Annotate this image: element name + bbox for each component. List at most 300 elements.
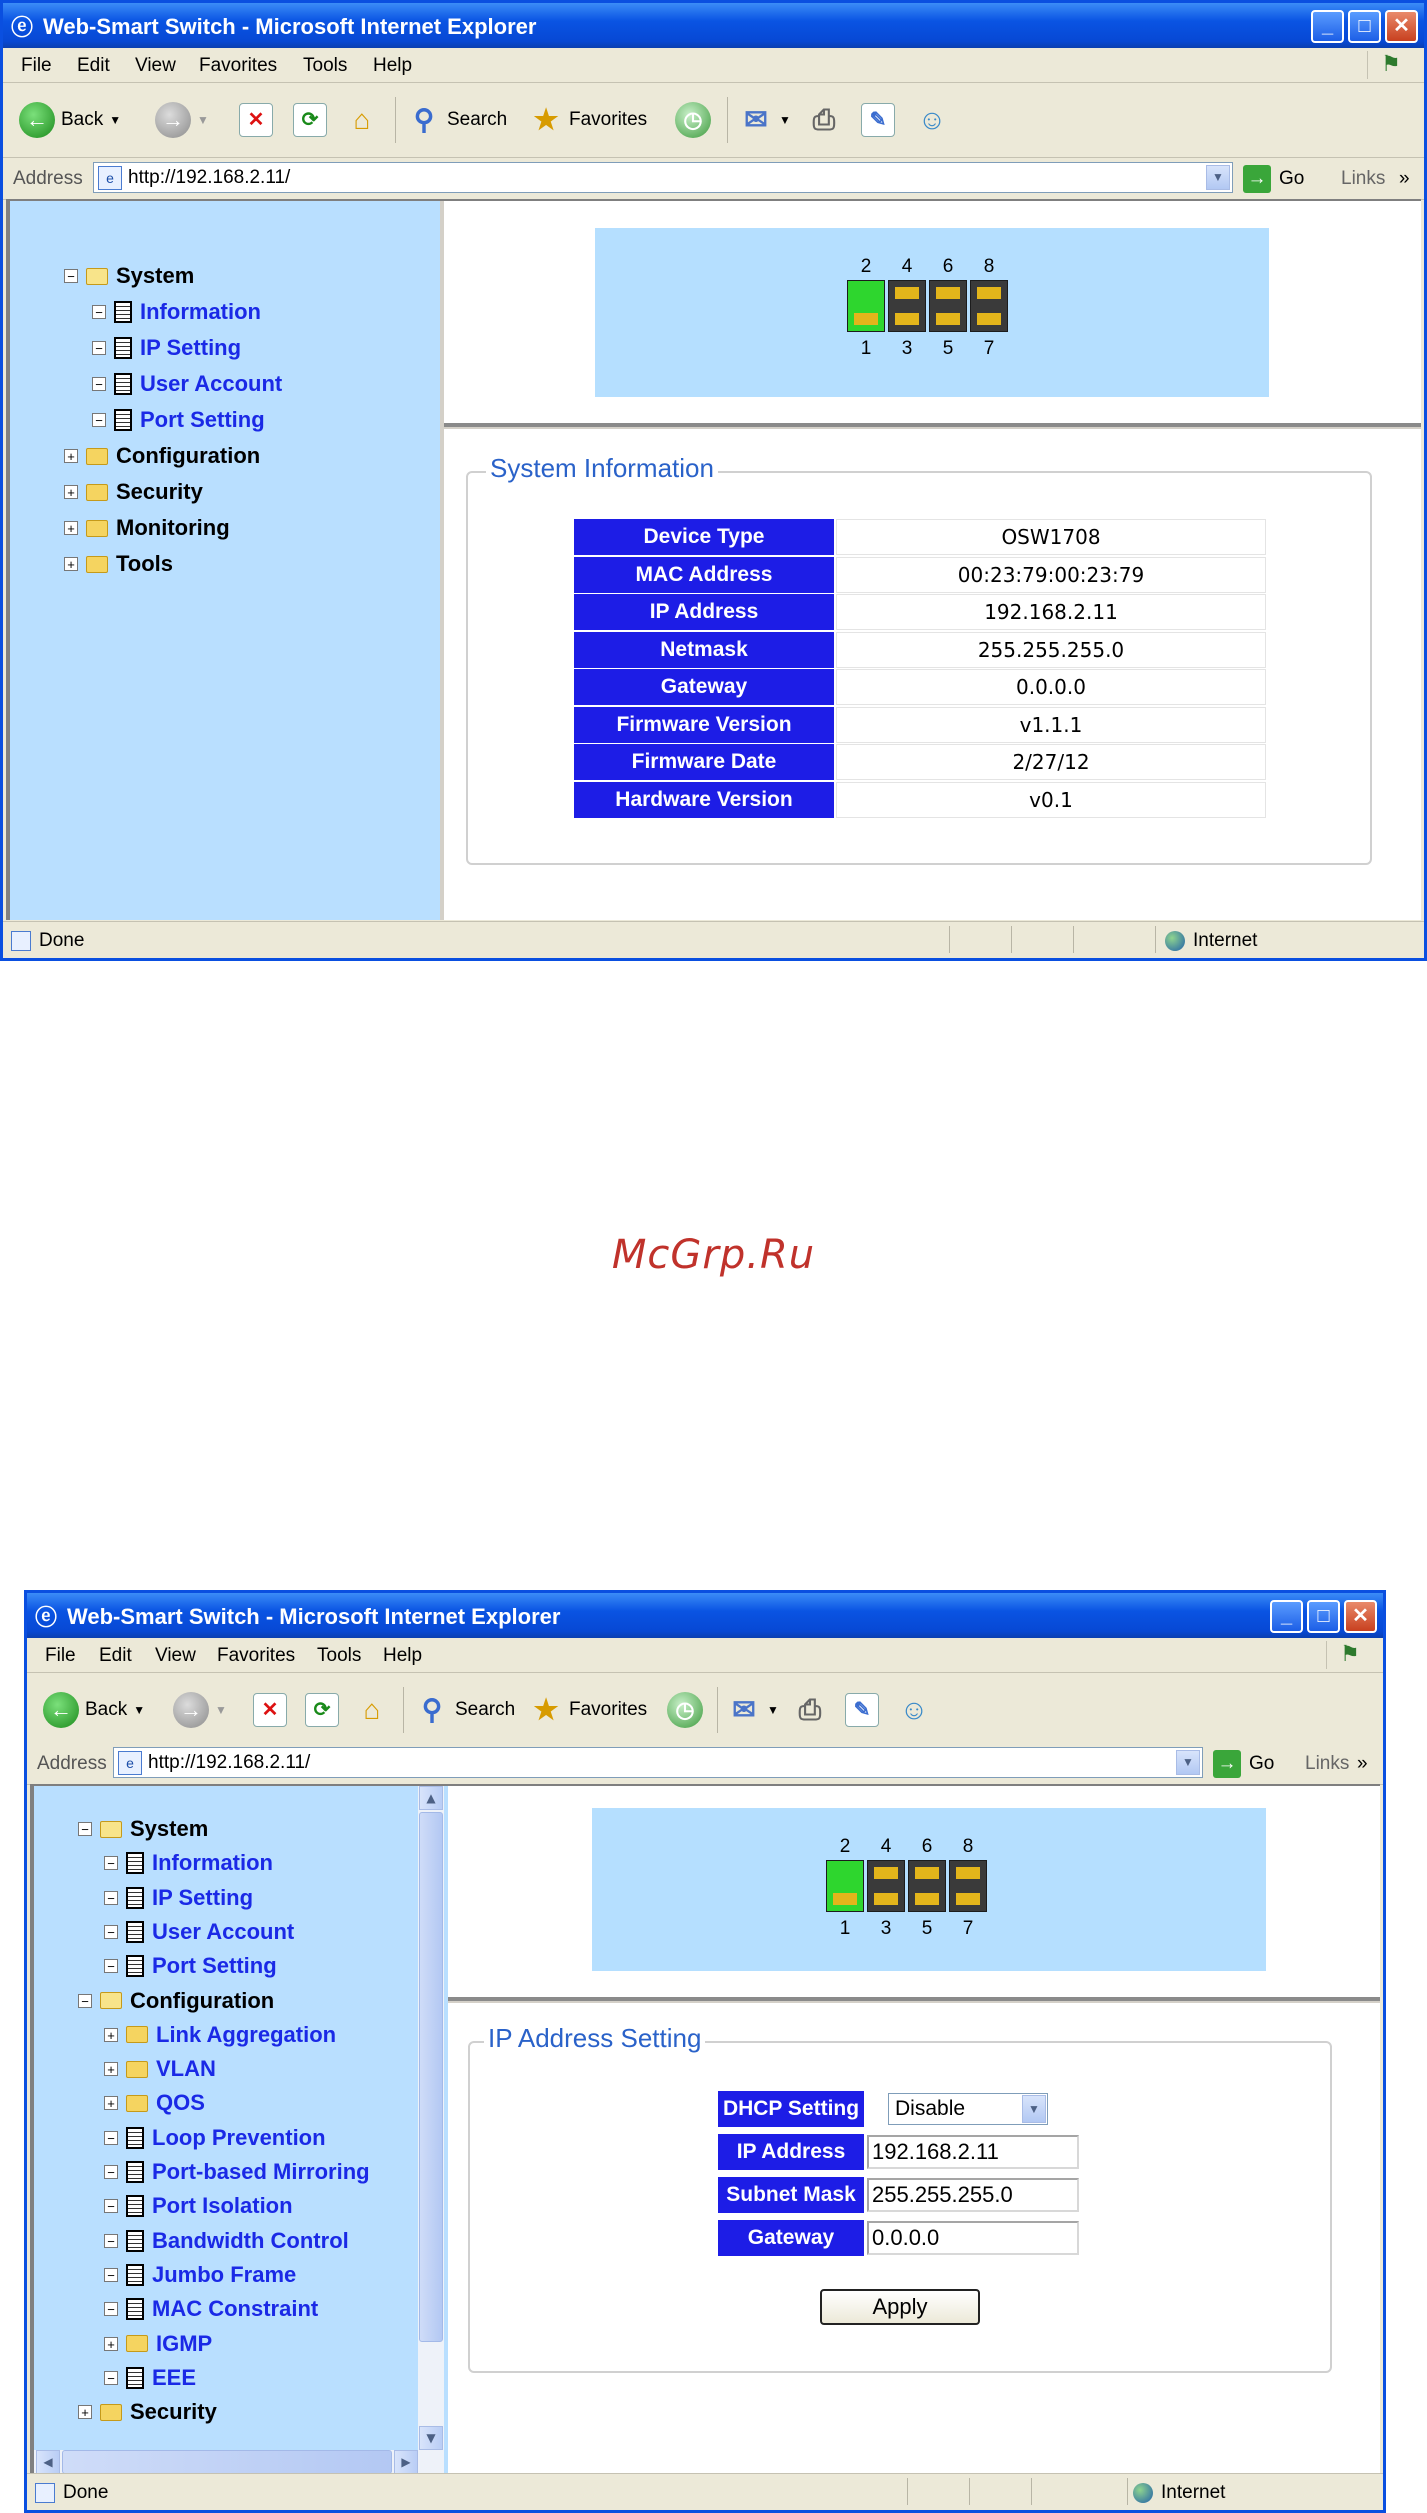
dropdown-arrow-icon[interactable]: ▼ [767, 1703, 779, 1717]
expand-icon[interactable]: + [64, 449, 78, 463]
address-dropdown-icon[interactable]: ▼ [1206, 165, 1230, 190]
edit-button[interactable] [861, 101, 895, 139]
windows-logo-icon: ⚑ [1367, 51, 1414, 79]
nav-item-configuration[interactable] [64, 443, 260, 469]
nav-item-port-isolation[interactable] [104, 2193, 293, 2219]
port-number-label: 3 [880, 1918, 892, 1939]
nav-item-system[interactable] [78, 1816, 208, 1842]
forward-button[interactable] [155, 101, 209, 139]
folder-icon [86, 556, 108, 573]
nav-item-ip-setting[interactable] [92, 335, 241, 361]
info-value: v1.1.1 [836, 707, 1266, 743]
document-icon [114, 409, 132, 431]
port-number-label: 8 [983, 256, 995, 277]
expand-icon[interactable]: + [64, 485, 78, 499]
port-number-label: 2 [839, 1836, 851, 1857]
menu-help[interactable]: Help [383, 1645, 423, 1666]
address-input[interactable]: e http://192.168.2.11/ ▼ [113, 1747, 1203, 1778]
nav-item-security[interactable] [64, 479, 203, 505]
collapse-icon[interactable]: − [104, 2234, 118, 2248]
search-button[interactable]: ⚲ Search [415, 1691, 515, 1729]
status-bar [3, 921, 1424, 958]
status-cell [1031, 2478, 1112, 2505]
maximize-button[interactable]: □ [1307, 1600, 1340, 1633]
ethernet-port-icon [888, 280, 926, 332]
info-label: Firmware Version [574, 707, 834, 743]
port-number-label: 8 [962, 1836, 974, 1857]
ethernet-port-icon [949, 1860, 987, 1912]
links-button[interactable]: Links [1305, 1753, 1350, 1774]
collapse-icon[interactable]: − [104, 1959, 118, 1973]
mail-button[interactable] [739, 101, 791, 139]
document-icon [114, 301, 132, 323]
nav-item-bandwidth-control[interactable] [104, 2228, 349, 2254]
info-label: Device Type [574, 519, 834, 555]
history-icon: ◷ [675, 102, 711, 138]
document-icon [126, 2127, 144, 2149]
scroll-down-icon[interactable]: ▼ [419, 2426, 443, 2450]
chevron-right-icon[interactable]: » [1357, 1753, 1368, 1774]
info-label: MAC Address [574, 557, 834, 593]
search-icon: ⚲ [421, 1694, 443, 1725]
navigation-frame [6, 201, 444, 920]
ip-address-input[interactable]: 192.168.2.11 [867, 2135, 1079, 2169]
ip-address-setting-panel [468, 2023, 1332, 2373]
folder-icon [126, 2095, 148, 2112]
system-information-panel [466, 453, 1372, 865]
home-icon: ⌂ [353, 104, 371, 135]
toolbar [3, 83, 1424, 158]
printer-icon: ⎙ [812, 104, 836, 135]
port-number-label: 7 [983, 338, 995, 359]
page-icon: e [98, 166, 122, 190]
messenger-button[interactable] [915, 101, 949, 139]
port-number-label: 5 [942, 338, 954, 359]
toolbar-separator [727, 97, 728, 143]
folder-icon [86, 448, 108, 465]
chevron-down-icon[interactable]: ▼ [1022, 2095, 1046, 2123]
nav-item-label: Port-based Mirroring [152, 2159, 370, 2184]
status-cell [1011, 926, 1072, 953]
folder-icon [126, 2061, 148, 2078]
info-value: 192.168.2.11 [836, 594, 1266, 630]
info-value: v0.1 [836, 782, 1266, 818]
toolbar [27, 1673, 1383, 1744]
folder-open-icon [100, 1992, 122, 2009]
info-value: 0.0.0.0 [836, 669, 1266, 705]
port-number-label: 2 [860, 256, 872, 277]
back-button[interactable]: ← Back ▼ [19, 101, 121, 139]
minimize-button[interactable]: _ [1270, 1600, 1303, 1633]
info-row-device-type [574, 519, 1268, 555]
nav-item-port-setting[interactable] [104, 1953, 277, 1979]
menu-file[interactable]: File [21, 55, 52, 76]
dhcp-setting-row [718, 2091, 1078, 2127]
nav-horizontal-scrollbar[interactable] [34, 2450, 444, 2474]
nav-item-label: Link Aggregation [156, 2021, 337, 2047]
stop-icon: ✕ [239, 103, 273, 137]
nav-item-label: Information [152, 1850, 273, 1876]
info-row-hardware-version [574, 782, 1268, 818]
nav-item-jumbo-frame[interactable] [104, 2262, 296, 2288]
menu-view[interactable]: View [155, 1645, 196, 1666]
menu-favorites[interactable]: Favorites [199, 55, 278, 76]
navigation-frame [30, 1786, 448, 2478]
forward-button[interactable] [173, 1691, 227, 1729]
collapse-icon[interactable]: − [104, 2199, 118, 2213]
info-value: OSW1708 [836, 519, 1266, 555]
nav-item-mac-constraint[interactable] [104, 2296, 318, 2322]
collapse-icon[interactable]: − [92, 305, 106, 319]
scroll-up-icon[interactable]: ▲ [419, 1786, 443, 1810]
collapse-icon[interactable]: − [64, 269, 78, 283]
status-cell [1073, 926, 1154, 953]
nav-item-configuration[interactable] [78, 1988, 274, 2014]
nav-item-label: Bandwidth Control [152, 2227, 349, 2253]
stop-button[interactable] [253, 1691, 287, 1729]
info-label: IP Address [574, 594, 834, 630]
ethernet-port-icon [970, 280, 1008, 332]
nav-item-label: Port Isolation [152, 2193, 293, 2219]
menu-bar [3, 48, 1424, 83]
nav-item-monitoring[interactable] [64, 515, 230, 541]
panel-title: IP Address Setting [484, 2023, 705, 2054]
collapse-icon[interactable]: − [104, 2165, 118, 2179]
port-status-banner [592, 1808, 1266, 1971]
watermark-text: McGrp.Ru [611, 1232, 816, 1278]
folder-icon [126, 2026, 148, 2043]
info-label: Netmask [574, 632, 834, 668]
page-icon [35, 2483, 55, 2503]
nav-item-qos[interactable] [104, 2090, 205, 2116]
collapse-icon[interactable]: − [92, 413, 106, 427]
nav-item-label: Jumbo Frame [152, 2261, 297, 2287]
info-row-firmware-version [574, 707, 1268, 743]
ip-address-label: IP Address [718, 2134, 864, 2170]
nav-item-label: IP Setting [140, 335, 242, 360]
nav-item-label: System [116, 263, 195, 288]
menu-favorites[interactable]: Favorites [217, 1645, 296, 1666]
mail-button[interactable] [727, 1691, 779, 1729]
nav-item-label: VLAN [156, 2056, 216, 2082]
nav-item-user-account[interactable] [104, 1919, 294, 1945]
nav-item-ip-setting[interactable] [104, 1885, 253, 1911]
windows-logo-icon: ⚑ [1326, 1641, 1373, 1669]
home-button[interactable] [355, 1691, 389, 1729]
scroll-right-icon[interactable]: ▶ [394, 2450, 418, 2474]
toolbar-separator [717, 1687, 718, 1733]
ethernet-port-icon [929, 280, 967, 332]
close-button[interactable]: ✕ [1385, 10, 1418, 43]
collapse-icon[interactable]: − [104, 1891, 118, 1905]
collapse-icon[interactable]: − [78, 1994, 92, 2008]
dropdown-arrow-icon[interactable]: ▼ [215, 1703, 227, 1717]
nav-item-user-account[interactable] [92, 371, 282, 397]
edit-page-icon: ✎ [861, 103, 895, 137]
dropdown-arrow-icon[interactable]: ▼ [109, 113, 122, 127]
info-row-gateway [574, 669, 1268, 705]
nav-item-label: Tools [116, 551, 174, 576]
nav-item-link-aggregation[interactable] [104, 2022, 336, 2048]
subnet-mask-label: Subnet Mask [718, 2177, 864, 2213]
nav-item-label: Security [130, 2399, 217, 2425]
document-icon [126, 1852, 144, 1874]
browser-window-ip-setting [24, 1590, 1386, 2513]
collapse-icon[interactable]: − [78, 1822, 92, 1836]
dropdown-arrow-icon[interactable]: ▼ [197, 113, 209, 127]
scrollbar-thumb[interactable] [419, 1812, 443, 2342]
nav-item-security[interactable] [78, 2399, 217, 2425]
nav-item-label: IGMP [156, 2330, 213, 2356]
go-arrow-icon: → [1243, 165, 1271, 193]
mail-icon: ✉ [732, 1694, 756, 1725]
refresh-button[interactable] [293, 101, 327, 139]
nav-item-label: Loop Prevention [152, 2124, 326, 2150]
star-icon: ★ [533, 104, 559, 135]
expand-icon[interactable]: + [64, 521, 78, 535]
expand-icon[interactable]: + [78, 2405, 92, 2419]
port-number-label: 4 [901, 256, 913, 277]
nav-item-label: Monitoring [116, 515, 230, 540]
print-button[interactable] [807, 101, 841, 139]
frame-divider[interactable] [448, 1997, 1380, 2003]
scroll-left-icon[interactable]: ◀ [36, 2450, 60, 2474]
window-title: Web-Smart Switch - Microsoft Internet Explorer [67, 1604, 561, 1629]
go-button[interactable]: → Go [1243, 165, 1304, 193]
edit-button[interactable] [845, 1691, 879, 1729]
menu-tools[interactable]: Tools [303, 55, 348, 76]
info-value: 255.255.255.0 [836, 632, 1266, 668]
document-icon [126, 2298, 144, 2320]
ethernet-port-icon [867, 1860, 905, 1912]
globe-icon [1165, 931, 1185, 951]
address-label: Address [13, 168, 83, 189]
messenger-icon: ☺ [917, 104, 947, 135]
globe-icon [1133, 2483, 1153, 2503]
ie-icon: ⓔ [35, 1605, 58, 1630]
ip-address-row [718, 2134, 1078, 2170]
document-icon [126, 2264, 144, 2286]
address-bar [27, 1743, 1383, 1785]
gateway-row [718, 2220, 1078, 2256]
info-label: Gateway [574, 669, 834, 705]
gateway-label: Gateway [718, 2220, 864, 2256]
back-arrow-icon: ← [19, 102, 55, 138]
nav-item-vlan[interactable] [104, 2056, 216, 2082]
ie-icon: ⓔ [11, 15, 34, 40]
nav-item-label: Configuration [130, 1987, 275, 2013]
menu-edit[interactable]: Edit [99, 1645, 132, 1666]
menu-edit[interactable]: Edit [77, 55, 110, 76]
links-button[interactable]: Links [1341, 168, 1386, 189]
page-content [30, 1784, 1380, 2478]
security-zone: Internet [1165, 930, 1257, 952]
folder-icon [86, 484, 108, 501]
status-bar [27, 2473, 1383, 2510]
status-text: Done [35, 2482, 108, 2504]
address-label: Address [37, 1753, 107, 1774]
collapse-icon[interactable]: − [104, 2268, 118, 2282]
collapse-icon[interactable]: − [104, 2302, 118, 2316]
folder-icon [100, 2404, 122, 2421]
document-icon [126, 2230, 144, 2252]
forward-arrow-icon: → [173, 1692, 209, 1728]
star-icon: ★ [533, 1694, 559, 1725]
nav-item-label: Information [140, 299, 261, 324]
info-row-firmware-date [574, 744, 1268, 780]
nav-item-port-setting[interactable] [92, 407, 265, 433]
gateway-input[interactable]: 0.0.0.0 [867, 2221, 1079, 2255]
nav-item-label: Port Setting [152, 1953, 277, 1979]
port-number-label: 5 [921, 1918, 933, 1939]
document-icon [126, 2161, 144, 2183]
dhcp-setting-select[interactable]: Disable ▼ [888, 2093, 1048, 2125]
stop-icon: ✕ [253, 1693, 287, 1727]
back-button[interactable]: ← Back ▼ [43, 1691, 145, 1729]
document-icon [126, 2367, 144, 2389]
subnet-mask-row [718, 2177, 1078, 2213]
menu-bar [27, 1638, 1383, 1673]
refresh-button[interactable] [305, 1691, 339, 1729]
mail-icon: ✉ [744, 104, 768, 135]
chevron-right-icon[interactable]: » [1399, 168, 1410, 189]
info-value: 2/27/12 [836, 744, 1266, 780]
favorites-button[interactable]: ★ Favorites [529, 1691, 647, 1729]
favorites-button[interactable]: ★ Favorites [529, 101, 647, 139]
port-number-label: 6 [921, 1836, 933, 1857]
close-button[interactable]: ✕ [1344, 1600, 1377, 1633]
info-row-ip-address [574, 594, 1268, 630]
history-button[interactable] [667, 1691, 703, 1729]
apply-button[interactable]: Apply [820, 2289, 980, 2325]
subnet-mask-input[interactable]: 255.255.255.0 [867, 2178, 1079, 2212]
collapse-icon[interactable]: − [92, 377, 106, 391]
messenger-icon: ☺ [899, 1694, 929, 1725]
home-icon: ⌂ [363, 1694, 381, 1725]
menu-tools[interactable]: Tools [317, 1645, 362, 1666]
nav-item-port-based-mirroring[interactable] [104, 2159, 370, 2185]
expand-icon[interactable]: + [104, 2337, 118, 2351]
nav-item-system[interactable] [64, 263, 194, 289]
go-button[interactable]: → Go [1213, 1750, 1274, 1778]
port-number-label: 1 [839, 1918, 851, 1939]
document-icon [126, 1955, 144, 1977]
messenger-button[interactable] [897, 1691, 931, 1729]
document-icon [114, 373, 132, 395]
history-icon: ◷ [667, 1692, 703, 1728]
port-number-label: 6 [942, 256, 954, 277]
document-icon [126, 1921, 144, 1943]
frame-divider[interactable] [444, 423, 1421, 429]
nav-item-eee[interactable] [104, 2365, 196, 2391]
panel-title: System Information [486, 453, 718, 484]
browser-window-system-info [0, 0, 1427, 961]
menu-file[interactable]: File [45, 1645, 76, 1666]
info-row-netmask [574, 632, 1268, 668]
page-icon: e [118, 1751, 142, 1775]
document-icon [126, 2195, 144, 2217]
back-arrow-icon: ← [43, 1692, 79, 1728]
port-status-banner [595, 228, 1269, 397]
ethernet-port-icon [847, 280, 885, 332]
address-bar [3, 158, 1424, 200]
expand-icon[interactable]: + [64, 557, 78, 571]
search-icon: ⚲ [413, 104, 435, 135]
menu-help[interactable]: Help [373, 55, 413, 76]
expand-icon[interactable]: + [104, 2028, 118, 2042]
info-label: Hardware Version [574, 782, 834, 818]
port-number-label: 7 [962, 1918, 974, 1939]
dropdown-arrow-icon[interactable]: ▼ [133, 1703, 146, 1717]
home-button[interactable] [345, 101, 379, 139]
info-row-mac-address [574, 557, 1268, 593]
dropdown-arrow-icon[interactable]: ▼ [779, 113, 791, 127]
window-title: Web-Smart Switch - Microsoft Internet Explorer [43, 14, 537, 39]
refresh-icon: ⟳ [305, 1693, 339, 1727]
folder-open-icon [86, 268, 108, 285]
toolbar-separator [395, 97, 396, 143]
forward-arrow-icon: → [155, 102, 191, 138]
folder-icon [126, 2335, 148, 2352]
nav-item-label: IP Setting [152, 1884, 254, 1910]
scrollbar-thumb[interactable] [62, 2450, 392, 2474]
history-button[interactable] [675, 101, 711, 139]
nav-item-label: Configuration [116, 443, 261, 468]
dhcp-setting-label: DHCP Setting [718, 2091, 864, 2127]
ethernet-port-icon [826, 1860, 864, 1912]
go-arrow-icon: → [1213, 1750, 1241, 1778]
folder-icon [86, 520, 108, 537]
collapse-icon[interactable]: − [92, 341, 106, 355]
collapse-icon[interactable]: − [104, 1925, 118, 1939]
security-zone: Internet [1133, 2482, 1225, 2504]
info-label: Firmware Date [574, 744, 834, 780]
maximize-button[interactable]: □ [1348, 10, 1381, 43]
nav-item-label: Security [116, 479, 203, 504]
nav-item-igmp[interactable] [104, 2331, 212, 2357]
minimize-button[interactable]: _ [1311, 10, 1344, 43]
collapse-icon[interactable]: − [104, 2371, 118, 2385]
nav-item-label: User Account [140, 371, 283, 396]
nav-item-information[interactable] [92, 299, 261, 325]
port-number-label: 3 [901, 338, 913, 359]
folder-open-icon [100, 1821, 122, 1838]
expand-icon[interactable]: + [104, 2062, 118, 2076]
nav-item-label: QOS [156, 2090, 205, 2116]
nav-item-label: User Account [152, 1918, 295, 1944]
port-number-label: 4 [880, 1836, 892, 1857]
collapse-icon[interactable]: − [104, 1856, 118, 1870]
expand-icon[interactable]: + [104, 2096, 118, 2110]
title-bar [3, 3, 1424, 48]
nav-item-loop-prevention[interactable] [104, 2125, 326, 2151]
ethernet-port-icon [908, 1860, 946, 1912]
nav-item-label: MAC Constraint [152, 2296, 319, 2322]
nav-item-tools[interactable] [64, 551, 173, 577]
nav-vertical-scrollbar[interactable] [418, 1786, 444, 2450]
search-button[interactable]: ⚲ Search [407, 101, 507, 139]
toolbar-separator [403, 1687, 404, 1733]
nav-item-information[interactable] [104, 1850, 273, 1876]
nav-item-label: Port Setting [140, 407, 265, 432]
nav-item-label: EEE [152, 2364, 197, 2390]
address-input[interactable]: e http://192.168.2.11/ ▼ [93, 162, 1233, 193]
stop-button[interactable] [239, 101, 273, 139]
collapse-icon[interactable]: − [104, 2131, 118, 2145]
print-button[interactable] [793, 1691, 827, 1729]
menu-view[interactable]: View [135, 55, 176, 76]
address-dropdown-icon[interactable]: ▼ [1176, 1750, 1200, 1775]
